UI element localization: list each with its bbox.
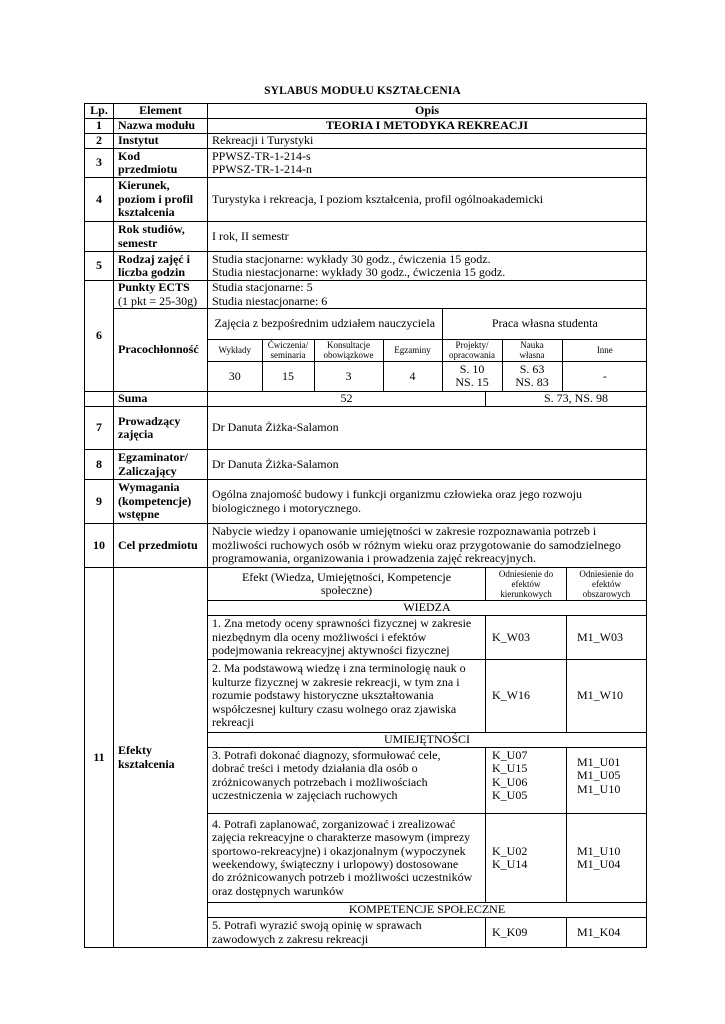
row-lp: 9	[85, 480, 114, 524]
row-label	[114, 222, 208, 252]
val-consultations: 3	[314, 361, 383, 391]
value-line: programowania, organizowania i prowadzenia zajęć rekreacyjnych.	[212, 551, 536, 566]
outcome-field-ref	[486, 748, 567, 814]
row-year-semester	[85, 222, 647, 252]
row-label	[114, 252, 208, 281]
row-label	[114, 480, 208, 524]
val-projects	[442, 361, 502, 391]
col-line: Projekty/	[455, 340, 489, 350]
ref-line: M1_U10	[577, 781, 621, 796]
col-line: obowiązkowe	[323, 350, 374, 360]
row-class-types	[85, 252, 647, 281]
outcome-area-ref	[567, 814, 647, 903]
outcome-text	[208, 660, 486, 733]
label-line: Wymagania	[118, 480, 180, 495]
val-other: -	[562, 361, 647, 391]
outcome-line: sportowo-rekreacyjne) i okazjonalnym (wypoczynek	[212, 843, 466, 858]
outcome-line: oraz dostępnych warunków	[212, 883, 344, 898]
val-line: NS. 83	[515, 375, 549, 390]
label-line: wstępne	[118, 507, 160, 522]
module-name-value: TEORIA I METODYKA REKREACJI	[208, 119, 647, 134]
value-line: PPWSZ-TR-1-214-s	[212, 148, 311, 163]
outcome-line: do zróżnicowanych potrzeb i możliwości uczestników	[212, 870, 473, 885]
row-label: Cel przedmiotu	[114, 524, 208, 568]
outcome-line: niezbędnym dla oceny możliwości i efektów	[212, 629, 427, 644]
label-line: Prowadzący	[118, 413, 181, 428]
row-module-name	[85, 119, 647, 134]
row-lp-empty	[85, 392, 114, 407]
section-skills: UMIEJĘTNOŚCI	[208, 733, 647, 748]
examiner-value: Dr Danuta Żiżka-Salamon	[208, 450, 647, 480]
row-lp: 1	[85, 119, 114, 134]
document-title: SYLABUS MODUŁU KSZTAŁCENIA	[264, 85, 461, 97]
row-label	[114, 178, 208, 222]
instructor-value: Dr Danuta Żiżka-Salamon	[208, 407, 647, 450]
label-line: poziom i profil	[118, 191, 194, 206]
workload-table	[208, 309, 647, 391]
row-label: Nazwa modułu	[114, 119, 208, 134]
col-self-study	[502, 339, 562, 361]
ref-line: K_U14	[492, 857, 528, 871]
label-line: kształcenia	[118, 205, 175, 220]
row-institute	[85, 134, 647, 149]
outcome-area-ref: M1_K04	[567, 918, 647, 948]
prerequisites-value	[208, 480, 647, 524]
outcome-line: 3. Potrafi dokonać diagnozy, sformułować cele,	[212, 748, 441, 762]
row-workload	[85, 309, 647, 392]
outcome-area-ref: M1_W10	[567, 660, 647, 733]
head-line: społeczne)	[320, 583, 373, 597]
row-course-code	[85, 149, 647, 178]
value-line: Nabycie wiedzy i opanowanie umiejętności w zakresie rozpoznawania potrzeb i	[212, 524, 597, 539]
ref-line: K_U02	[492, 843, 528, 858]
val-exams: 4	[383, 361, 442, 391]
col-projects	[442, 339, 502, 361]
outcome-line: uczestniczenia w zajęciach ruchowych	[212, 788, 398, 803]
outcomes-header-row	[85, 568, 647, 601]
year-semester-value: I rok, II semestr	[208, 222, 647, 252]
outcome-line: rozumie podstawy historyczne ukształtowania	[212, 688, 434, 703]
ref-line: K_U05	[492, 788, 528, 803]
value-line: biologicznego i motorycznego.	[212, 500, 361, 515]
label-line: kształcenia	[118, 756, 175, 771]
workload-grid	[208, 309, 647, 392]
val-line: S. 10	[459, 361, 485, 376]
value-line: Studia stacjonarne: 5	[212, 280, 313, 295]
label-line: Rok studiów,	[118, 222, 185, 237]
label-line: (kompetencje)	[118, 493, 192, 508]
head-line: kierunkowych	[500, 589, 552, 599]
outcome-area-ref: M1_W03	[567, 616, 647, 660]
outcome-field-ref: K_K09	[486, 918, 567, 948]
row-examiner	[85, 450, 647, 480]
val-self-study	[502, 361, 562, 391]
val-line: NS. 15	[455, 375, 489, 390]
ref-line: M1_U10	[577, 843, 621, 858]
val-line: S. 63	[519, 361, 545, 376]
head-line: Odniesienie do	[498, 569, 554, 579]
head-line: obszarowych	[582, 589, 631, 599]
outcomes-head-area	[567, 568, 647, 601]
outcome-line: rekreacji	[212, 715, 254, 730]
label-line: Rodzaj zajęć i	[118, 251, 190, 266]
header-row	[85, 104, 647, 119]
outcome-line: zawodowych z zakresu rekreacji	[212, 931, 369, 946]
outcome-text	[208, 616, 486, 660]
col-exercises	[262, 339, 314, 361]
col-exams: Egzaminy	[383, 339, 442, 361]
label-line: Punkty ECTS	[118, 280, 190, 295]
row-course-goal	[85, 524, 647, 568]
sum-direct: 52	[340, 391, 353, 406]
workload-group-direct: Zajęcia z bezpośrednim udziałem nauczyciela	[208, 309, 442, 339]
value-line: Ogólna znajomość budowy i funkcji organizmu człowieka oraz jego rozwoju	[212, 487, 583, 502]
row-lp: 10	[85, 524, 114, 568]
val-exercises: 15	[262, 361, 314, 391]
row-lp: 11	[85, 568, 114, 948]
row-label	[114, 568, 208, 948]
workload-group-own: Praca własna studenta	[442, 309, 647, 339]
value-line: Studia niestacjonarne: wykłady 30 godz., ćwiczenia 15 godz.	[212, 265, 506, 279]
section-knowledge: WIEDZA	[208, 601, 647, 616]
outcome-line: weekendowy, świąteczny i urlopowy) dostosowane	[212, 857, 459, 871]
outcome-line: 5. Potrafi wyrazić swoją opinię w sprawach	[212, 918, 422, 933]
section-competences: KOMPETENCJE SPOŁECZNE	[208, 903, 647, 918]
outcome-text	[208, 814, 486, 903]
row-lp: 7	[85, 407, 114, 450]
value-line: możliwości ruchowych osób w różnym wieku oraz przygotowanie do samodzielnego	[212, 537, 621, 552]
row-prerequisites	[85, 480, 647, 524]
field-of-study-value: Turystyka i rekreacja, I poziom kształcenia, profil ogólnoakademicki	[208, 178, 647, 222]
syllabus-table	[84, 103, 647, 948]
ref-line: M1_U04	[577, 857, 621, 871]
row-label: Instytut	[114, 134, 208, 149]
label-line: (1 pkt = 25-30g)	[118, 293, 198, 308]
outcome-field-ref: K_W03	[486, 616, 567, 660]
label-line: zajęcia	[118, 427, 154, 441]
outcome-line: podejmowania rekreacyjnej aktywności fizycznej	[212, 643, 450, 658]
ref-line: M1_U05	[577, 768, 621, 783]
outcome-text	[208, 918, 486, 948]
row-instructor	[85, 407, 647, 450]
sum-own: S. 73, NS. 98	[486, 392, 647, 407]
outcome-field-ref: K_W16	[486, 660, 567, 733]
outcomes-head-field	[486, 568, 567, 601]
outcome-area-ref	[567, 748, 647, 814]
head-line: efektów	[511, 579, 541, 589]
label-line: przedmiotu	[118, 162, 178, 176]
row-ects	[85, 281, 647, 309]
course-goal-value	[208, 524, 647, 568]
outcome-line: zajęcia rekreacyjne o charakterze masowym (imprezy	[212, 830, 471, 845]
ref-line: K_U15	[492, 761, 528, 776]
col-line: własna	[519, 350, 545, 360]
outcome-line: 4. Potrafi zaplanować, zorganizować i zrealizować	[212, 816, 456, 831]
row-field-of-study	[85, 178, 647, 222]
label-line: Kod	[118, 148, 141, 163]
institute-value: Rekreacji i Turystyki	[208, 134, 647, 149]
ref-line: K_U07	[492, 748, 528, 762]
row-lp: 8	[85, 450, 114, 480]
header-element: Element	[114, 104, 208, 119]
col-line: Ćwiczenia/	[267, 340, 309, 350]
outcome-line: 1. Zna metody oceny sprawności fizycznej w zakresie	[212, 616, 472, 631]
col-line: Konsultacje	[327, 340, 370, 350]
row-lp: 5	[85, 252, 114, 281]
head-line: Efekt (Wiedza, Umiejętności, Kompetencje	[241, 569, 452, 584]
row-lp: 2	[85, 134, 114, 149]
row-lp: 6	[85, 281, 114, 392]
col-other: Inne	[562, 339, 647, 361]
ects-value	[208, 281, 647, 309]
head-line: Odniesienie do	[579, 569, 634, 579]
outcome-line: dobrać treści i metody działania dla osób o	[212, 761, 418, 776]
row-lp: 4	[85, 178, 114, 222]
ref-line: M1_U01	[577, 755, 621, 769]
row-label	[114, 407, 208, 450]
col-consultations	[314, 339, 383, 361]
outcome-line: zróżnicowanych potrzebach i możliwościach	[212, 774, 428, 789]
row-label: Pracochłonność	[114, 309, 208, 392]
label-line: liczba godzin	[118, 265, 186, 279]
label-line: Efekty	[118, 743, 152, 758]
col-line: opracowania	[449, 350, 496, 360]
label-line: Zaliczający	[118, 463, 177, 478]
row-sum	[85, 392, 647, 407]
header-opis: Opis	[208, 104, 647, 119]
row-lp: 3	[85, 149, 114, 178]
col-line: seminaria	[270, 350, 306, 360]
row-label: Suma	[114, 392, 208, 407]
label-line: Kierunek,	[118, 178, 170, 193]
label-line: semestr	[118, 235, 158, 250]
col-lectures: Wykłady	[208, 339, 262, 361]
course-code-value	[208, 149, 647, 178]
col-line: Nauka	[520, 340, 544, 350]
value-line: Studia stacjonarne: wykłady 30 godz., ćwiczenia 15 godz.	[212, 251, 491, 266]
value-line: PPWSZ-TR-1-214-n	[212, 162, 312, 176]
header-lp: Lp.	[85, 104, 114, 119]
class-types-value	[208, 252, 647, 281]
outcomes-head-effect	[208, 568, 486, 601]
label-line: Egzaminator/	[118, 450, 188, 465]
row-label	[114, 149, 208, 178]
outcome-field-ref	[486, 814, 567, 903]
outcome-text	[208, 748, 486, 814]
ref-line: K_U06	[492, 774, 528, 789]
outcome-line: kulturze fizycznej w zakresie rekreacji, w tym zna i	[212, 674, 460, 689]
row-label	[114, 450, 208, 480]
outcome-line: współczesnej kultury czasu wolnego oraz zjawiska	[212, 701, 457, 716]
value-line: Studia niestacjonarne: 6	[212, 293, 328, 308]
outcome-line: 2. Ma podstawową wiedzę i zna terminologię nauk o	[212, 661, 466, 676]
head-line: efektów	[592, 579, 621, 589]
sum-values	[208, 392, 486, 407]
row-label	[114, 281, 208, 309]
val-lectures: 30	[208, 361, 262, 391]
row-lp-empty	[85, 222, 114, 252]
